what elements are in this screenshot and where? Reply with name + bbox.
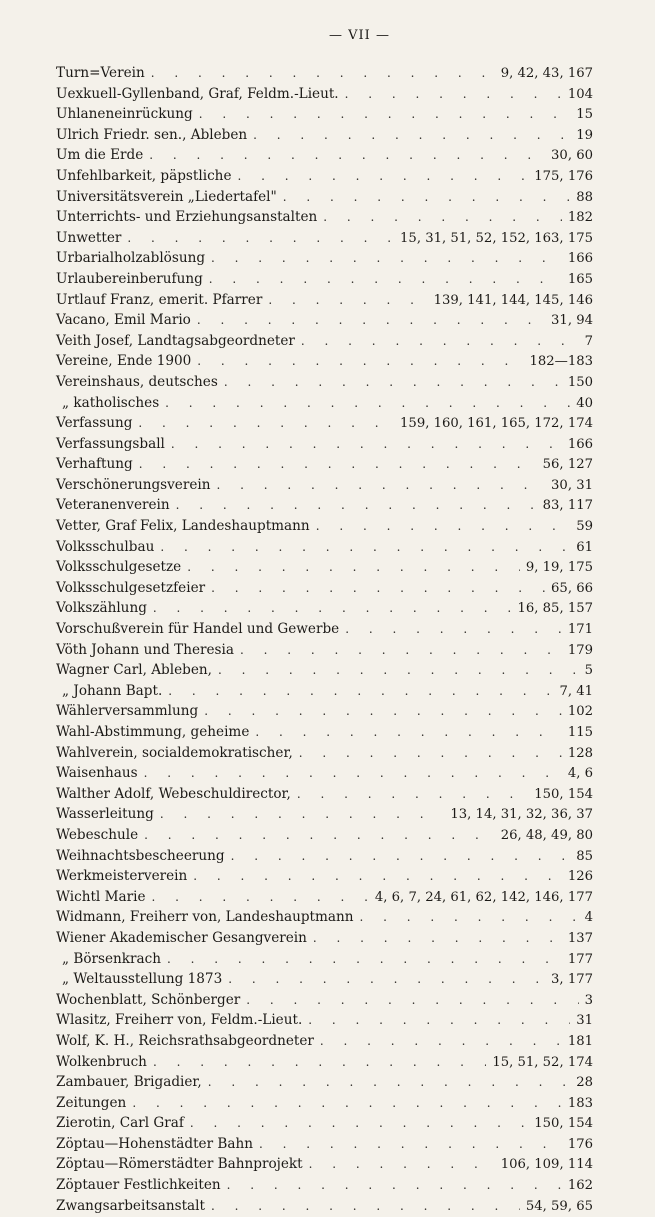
entry-pages: 9, 19, 175 — [525, 560, 593, 576]
dot-leader — [209, 269, 562, 290]
index-entry — [56, 310, 593, 331]
index-entry — [56, 248, 593, 269]
index-entry — [56, 516, 593, 537]
entry-pages: 16, 85, 157 — [517, 601, 593, 617]
entry-term: Volksschulgesetzfeier — [56, 579, 206, 596]
entry-term: Wahl-Abstimmung, geheime — [56, 724, 250, 740]
entry-pages: 4, 6, 7, 24, 61, 62, 142, 146, 177 — [374, 889, 593, 905]
entry-term: Verfassung — [56, 415, 133, 432]
index-entry — [56, 990, 593, 1011]
index-entry — [56, 104, 593, 125]
dot-leader — [240, 640, 562, 661]
entry-pages: 4 — [584, 910, 593, 926]
dot-leader — [283, 187, 570, 208]
entry-pages: 159, 160, 161, 165, 172, 174 — [400, 416, 593, 432]
entry-pages: 3, 177 — [551, 972, 593, 988]
entry-term: Wochenblatt, Schönberger — [56, 991, 241, 1008]
index-entry — [56, 207, 593, 228]
entry-pages: 179 — [567, 642, 593, 658]
index-entry — [56, 1010, 593, 1031]
dot-leader — [193, 866, 562, 887]
index-entry — [56, 722, 593, 743]
dot-leader — [153, 598, 512, 619]
entry-term: Vereinshaus, deutsches — [56, 373, 218, 390]
dot-leader — [144, 825, 495, 846]
entry-pages: 5 — [584, 663, 593, 679]
dot-leader — [149, 145, 545, 166]
index-entry — [56, 969, 593, 990]
entry-pages: 3 — [584, 992, 593, 1008]
entry-term: Wagner Carl, Ableben, — [56, 662, 212, 679]
entry-pages: 139, 141, 144, 145, 146 — [433, 292, 593, 308]
entry-term: Unwetter — [56, 229, 122, 246]
index-entry — [56, 84, 593, 105]
entry-pages: 28 — [576, 1075, 593, 1091]
dot-leader — [211, 1196, 520, 1217]
index-entry — [56, 228, 593, 249]
dot-leader — [345, 619, 562, 640]
entry-term: Weihnachtsbescheerung — [56, 847, 225, 864]
index-entry — [56, 804, 593, 825]
entry-term: Wichtl Marie — [56, 888, 146, 905]
entry-term: Zöptauer Festlichkeiten — [56, 1177, 221, 1194]
entry-pages: 26, 48, 49, 80 — [500, 827, 593, 843]
entry-pages: 171 — [567, 622, 593, 638]
dot-leader — [297, 784, 528, 805]
index-entry — [56, 187, 593, 208]
index-entry — [56, 454, 593, 475]
entry-pages: 104 — [567, 86, 593, 102]
dot-leader — [132, 1093, 562, 1114]
entry-pages: 40 — [576, 395, 593, 411]
dot-leader — [211, 578, 545, 599]
index-entry — [56, 413, 593, 434]
entry-pages: 7 — [584, 333, 593, 349]
index-entry — [56, 928, 593, 949]
index-entry — [56, 660, 593, 681]
dot-leader — [316, 516, 571, 537]
index-entry — [56, 269, 593, 290]
index-entry — [56, 578, 593, 599]
dot-leader — [176, 495, 537, 516]
index-entry — [56, 866, 593, 887]
entry-term: Wahlverein, socialdemokratischer, — [56, 744, 293, 761]
entry-pages: 115 — [567, 725, 593, 740]
dot-leader — [197, 310, 545, 331]
dot-leader — [211, 248, 562, 269]
dot-leader — [204, 701, 562, 722]
dot-leader — [144, 763, 562, 784]
index-entry — [56, 1196, 593, 1217]
dot-leader — [138, 413, 394, 434]
entry-pages: 9, 42, 43, 167 — [500, 66, 593, 81]
entry-pages: 128 — [567, 745, 593, 761]
entry-term: Werkmeisterverein — [56, 868, 188, 885]
entry-term: Unterrichts- und Erziehungsanstalten — [56, 209, 318, 226]
entry-pages: 31 — [576, 1013, 593, 1029]
index-entry — [56, 1175, 593, 1196]
dot-leader — [345, 84, 562, 105]
entry-pages: 54, 59, 65 — [525, 1198, 593, 1214]
index-entry — [56, 1093, 593, 1114]
entry-term: Wlasitz, Freiherr von, Feldm.-Lieut. — [56, 1012, 303, 1029]
dot-leader — [199, 104, 571, 125]
entry-pages: 31, 94 — [551, 313, 593, 329]
entry-term: Urlaubereinberufung — [56, 270, 203, 287]
entry-term: Volkszählung — [56, 600, 147, 617]
entry-term: Wolkenbruch — [56, 1053, 147, 1070]
entry-term: Veteranenverein — [56, 497, 170, 514]
index-entry — [56, 495, 593, 516]
entry-pages: 56, 127 — [542, 457, 593, 473]
index-entry — [56, 475, 593, 496]
index-entry — [56, 434, 593, 455]
dot-leader — [190, 1113, 528, 1134]
entry-term: Zierotin, Carl Graf — [56, 1115, 184, 1132]
dot-leader — [197, 351, 523, 372]
entry-term: Vacano, Emil Mario — [56, 312, 191, 329]
entry-term: Vetter, Graf Felix, Landeshauptmann — [56, 518, 310, 535]
dot-leader — [160, 804, 445, 825]
dot-leader — [323, 207, 562, 228]
index-entry — [56, 598, 593, 619]
entry-pages: 175, 176 — [534, 168, 593, 184]
entry-pages: 166 — [567, 436, 593, 452]
entry-pages: 30, 60 — [551, 148, 593, 164]
entry-pages: 166 — [567, 251, 593, 267]
index-entry — [56, 784, 593, 805]
entry-term: Um die Erde — [56, 147, 144, 164]
dot-leader — [139, 454, 537, 475]
entry-term: Zöptau—Römerstädter Bahnprojekt — [56, 1156, 303, 1173]
index-entry — [56, 145, 593, 166]
index-entry — [56, 166, 593, 187]
entry-term: „ Börsenkrach — [62, 950, 162, 967]
dot-leader — [360, 907, 579, 928]
entry-term: Universitätsverein „Liedertafel" — [56, 188, 277, 205]
entry-pages: 150 — [567, 374, 593, 390]
index-entry — [56, 1134, 593, 1155]
index-entry — [56, 907, 593, 928]
entry-term: Wasserleitung — [56, 806, 154, 823]
entry-term: Waisenhaus — [56, 765, 138, 782]
dot-leader — [127, 228, 394, 249]
entry-term: Zwangsarbeitsanstalt — [56, 1197, 205, 1214]
entry-pages: 65, 66 — [551, 580, 593, 596]
entry-term: Veith Josef, Landtagsabgeordneter — [56, 332, 295, 349]
entry-pages: 15, 51, 52, 174 — [492, 1054, 593, 1070]
entry-pages: 181 — [567, 1033, 593, 1049]
entry-pages: 61 — [576, 539, 593, 555]
index-entry — [56, 701, 593, 722]
entry-term: Unfehlbarkeit, päpstliche — [56, 167, 232, 184]
dot-leader — [308, 1010, 570, 1031]
index-entry — [56, 1113, 593, 1134]
entry-term: Wählerversammlung — [56, 703, 199, 720]
entry-term: Walther Adolf, Webeschuldirector, — [56, 785, 291, 802]
index-entry — [56, 887, 593, 908]
index-entry — [56, 63, 593, 84]
dot-leader — [168, 681, 553, 702]
dot-leader — [165, 393, 570, 414]
entry-term: Wiener Akademischer Gesangverein — [56, 929, 307, 946]
index-entry — [56, 290, 593, 311]
entry-term: Ulrich Friedr. sen., Ableben — [56, 126, 248, 143]
index-entry-list — [56, 63, 593, 1216]
dot-leader — [160, 537, 570, 558]
dot-leader — [237, 166, 528, 187]
index-entry — [56, 640, 593, 661]
dot-leader — [259, 1134, 562, 1155]
entry-pages: 106, 109, 114 — [500, 1157, 593, 1173]
index-entry — [56, 1072, 593, 1093]
entry-term: „ Johann Bapt. — [62, 682, 163, 699]
entry-term: Verfassungsball — [56, 435, 165, 452]
entry-pages: 59 — [576, 519, 593, 535]
entry-term: Wolf, K. H., Reichsrathsabgeordneter — [56, 1032, 314, 1049]
index-entry — [56, 331, 593, 352]
entry-pages: 30, 31 — [551, 477, 593, 493]
page-number: — VII — — [329, 28, 390, 43]
entry-pages: 150, 154 — [534, 786, 593, 802]
entry-term: Vöth Johann und Theresia — [56, 641, 234, 658]
entry-pages: 7, 41 — [559, 683, 593, 699]
entry-pages: 102 — [567, 704, 593, 720]
entry-pages: 183 — [567, 1095, 593, 1111]
dot-leader — [309, 1154, 495, 1175]
index-entry — [56, 537, 593, 558]
index-entry — [56, 372, 593, 393]
dot-leader — [171, 434, 562, 455]
index-entry — [56, 763, 593, 784]
dot-leader — [313, 928, 562, 949]
dot-leader — [255, 722, 561, 743]
index-entry — [56, 393, 593, 414]
dot-leader — [153, 1052, 486, 1073]
entry-pages: 137 — [567, 930, 593, 946]
dot-leader — [217, 475, 546, 496]
entry-term: Zambauer, Brigadier, — [56, 1074, 202, 1091]
entry-term: Vereine, Ende 1900 — [56, 353, 192, 370]
index-entry — [56, 681, 593, 702]
dot-leader — [224, 372, 562, 393]
dot-leader — [320, 1031, 562, 1052]
entry-term: „ Weltausstellung 1873 — [62, 971, 223, 988]
index-entry — [56, 351, 593, 372]
dot-leader — [187, 557, 520, 578]
dot-leader — [246, 990, 578, 1011]
index-entry — [56, 743, 593, 764]
entry-pages: 150, 154 — [534, 1116, 593, 1132]
entry-pages: 182—183 — [529, 354, 593, 370]
index-entry — [56, 125, 593, 146]
entry-pages: 182 — [567, 210, 593, 226]
entry-term: Urbarialholzablösung — [56, 250, 206, 267]
dot-leader — [299, 743, 562, 764]
entry-pages: 15, 31, 51, 52, 152, 163, 175 — [400, 230, 593, 246]
index-entry — [56, 1052, 593, 1073]
index-entry — [56, 557, 593, 578]
entry-term: Verhaftung — [56, 456, 133, 473]
entry-term: Vorschußverein für Handel und Gewerbe — [56, 621, 340, 638]
entry-pages: 162 — [567, 1178, 593, 1194]
dot-leader — [227, 1175, 562, 1196]
entry-term: Widmann, Freiherr von, Landeshauptmann — [56, 909, 354, 926]
entry-pages: 177 — [567, 951, 593, 967]
index-entry — [56, 949, 593, 970]
entry-pages: 19 — [576, 127, 593, 143]
dot-leader — [301, 331, 579, 352]
index-entry — [56, 1154, 593, 1175]
dot-leader — [218, 660, 579, 681]
entry-term: Turn=Verein — [56, 65, 145, 81]
dot-leader — [151, 63, 495, 84]
index-entry — [56, 825, 593, 846]
dot-leader — [231, 846, 571, 867]
index-entry — [56, 846, 593, 867]
dot-leader — [253, 125, 570, 146]
dot-leader — [152, 887, 369, 908]
dot-leader — [167, 949, 562, 970]
dot-leader — [268, 290, 427, 311]
index-entry — [56, 1031, 593, 1052]
entry-pages: 13, 14, 31, 32, 36, 37 — [450, 807, 593, 823]
entry-pages: 83, 117 — [542, 498, 593, 514]
entry-pages: 176 — [567, 1136, 593, 1152]
entry-term: Uexkuell-Gyllenband, Graf, Feldm.-Lieut. — [56, 85, 339, 102]
entry-term: „ katholisches — [62, 394, 160, 411]
entry-term: Zeitungen — [56, 1094, 127, 1111]
entry-pages: 165 — [567, 271, 593, 287]
entry-pages: 15 — [576, 107, 593, 123]
index-entry — [56, 619, 593, 640]
entry-term: Volksschulgesetze — [56, 559, 182, 576]
entry-pages: 88 — [576, 189, 593, 205]
entry-pages: 126 — [567, 869, 593, 885]
entry-term: Volksschulbau — [56, 538, 155, 555]
entry-pages: 85 — [576, 848, 593, 864]
entry-term: Uhlaneneinrückung — [56, 106, 193, 123]
dot-leader — [208, 1072, 570, 1093]
entry-term: Webeschule — [56, 826, 139, 843]
entry-term: Zöptau—Hohenstädter Bahn — [56, 1135, 254, 1152]
entry-term: Verschönerungsverein — [56, 476, 211, 493]
entry-pages: 4, 6 — [567, 766, 593, 782]
dot-leader — [228, 969, 545, 990]
entry-term: Urtlauf Franz, emerit. Pfarrer — [56, 291, 263, 308]
